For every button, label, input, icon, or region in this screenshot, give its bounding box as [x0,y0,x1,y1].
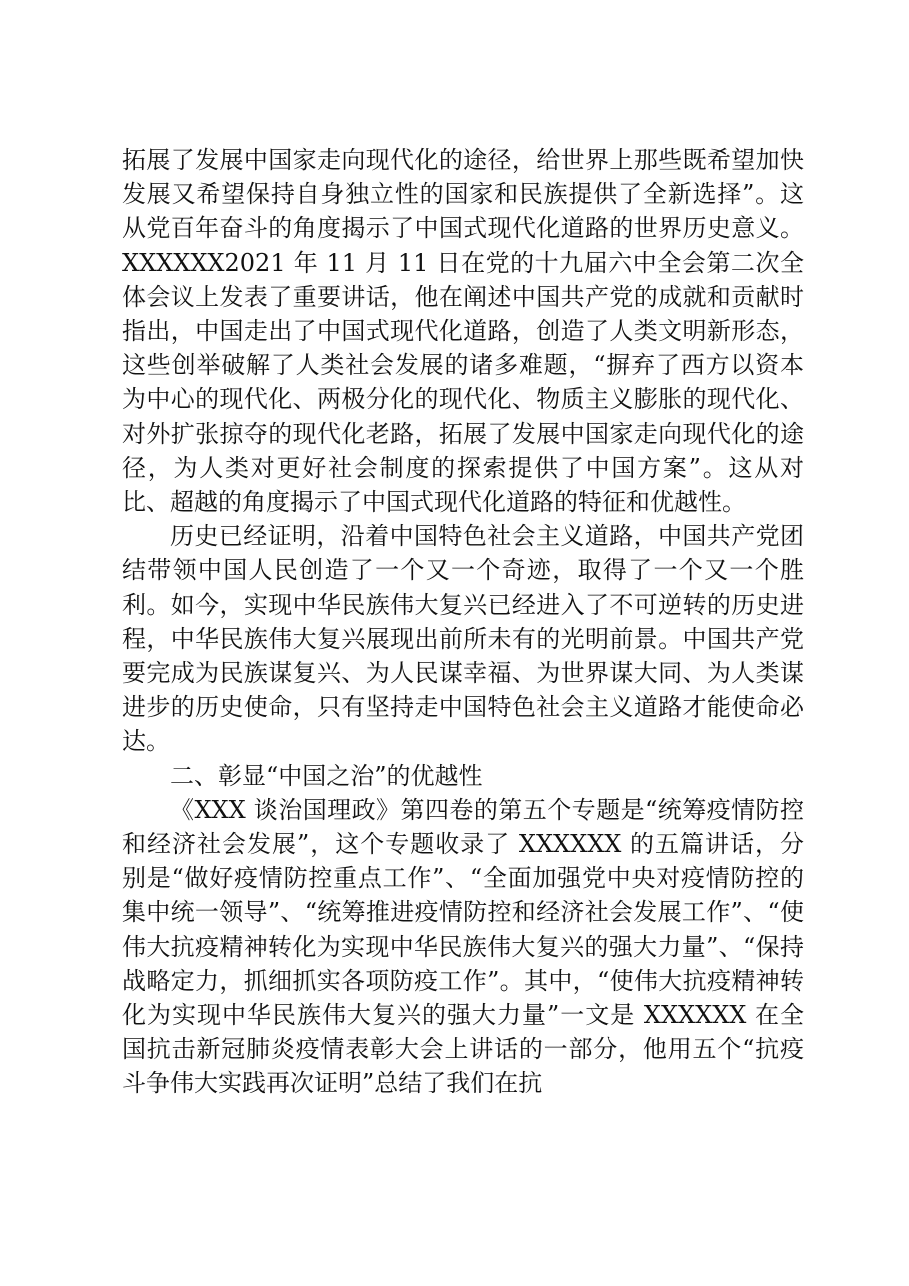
paragraph-governance: 《XXX 谈治国理政》第四卷的第五个专题是“统筹疫情防控和经济社会发展”，这个专题收录了 XXXXXX 的五篇讲话，分别是“做好疫情防控重点工作”、“全面加强党中央对疫情防控的集中统一领导”、“统筹推进疫情防控和经济社会发展工作”、“使伟大抗疫精神转化为实现中华民族伟大复兴的强大力量”、“保持战略定力，抓细抓实各项防疫工作”。其中，“使伟大抗疫精神转化为实现中华民族伟大复兴的强大力量”一文是 XXXXXX 在全国抗击新冠肺炎疫情表彰大会上讲话的一部分，他用五个“抗疫斗争伟大实践再次证明”总结了我们在抗 [122,795,804,1098]
document-body [122,143,804,1101]
paragraph-continuation: 拓展了发展中国家走向现代化的途径，给世界上那些既希望加快发展又希望保持自身独立性的国家和民族提供了全新选择”。这从党百年奋斗的角度揭示了中国式现代化道路的世界历史意义。XXXXXX2021 年 11 月 11 日在党的十九届六中全会第二次全体会议上发表了重要讲话，他在阐述中国共产党的成就和贡献时指出，中国走出了中国式现代化道路，创造了人类文明新形态，这些创举破解了人类社会发展的诸多难题，“摒弃了西方以资本为中心的现代化、两极分化的现代化、物质主义膨胀的现代化、对外扩张掠夺的现代化老路，拓展了发展中国家走向现代化的途径，为人类对更好社会制度的探索提供了中国方案”。这从对比、超越的角度揭示了中国式现代化道路的特征和优越性。 [122,146,804,517]
section-heading: 二、彰显“中国之治”的优越性 [170,761,483,790]
paragraph-history: 历史已经证明，沿着中国特色社会主义道路，中国共产党团结带领中国人民创造了一个又一个奇迹，取得了一个又一个胜利。如今，实现中华民族伟大复兴已经进入了不可逆转的历史进程，中华民族伟大复兴展现出前所未有的光明前景。中国共产党要完成为民族谋复兴、为人民谋幸福、为世界谋大同、为人类谋进步的历史使命，只有坚持走中国特色社会主义道路才能使命必达。 [122,522,804,756]
